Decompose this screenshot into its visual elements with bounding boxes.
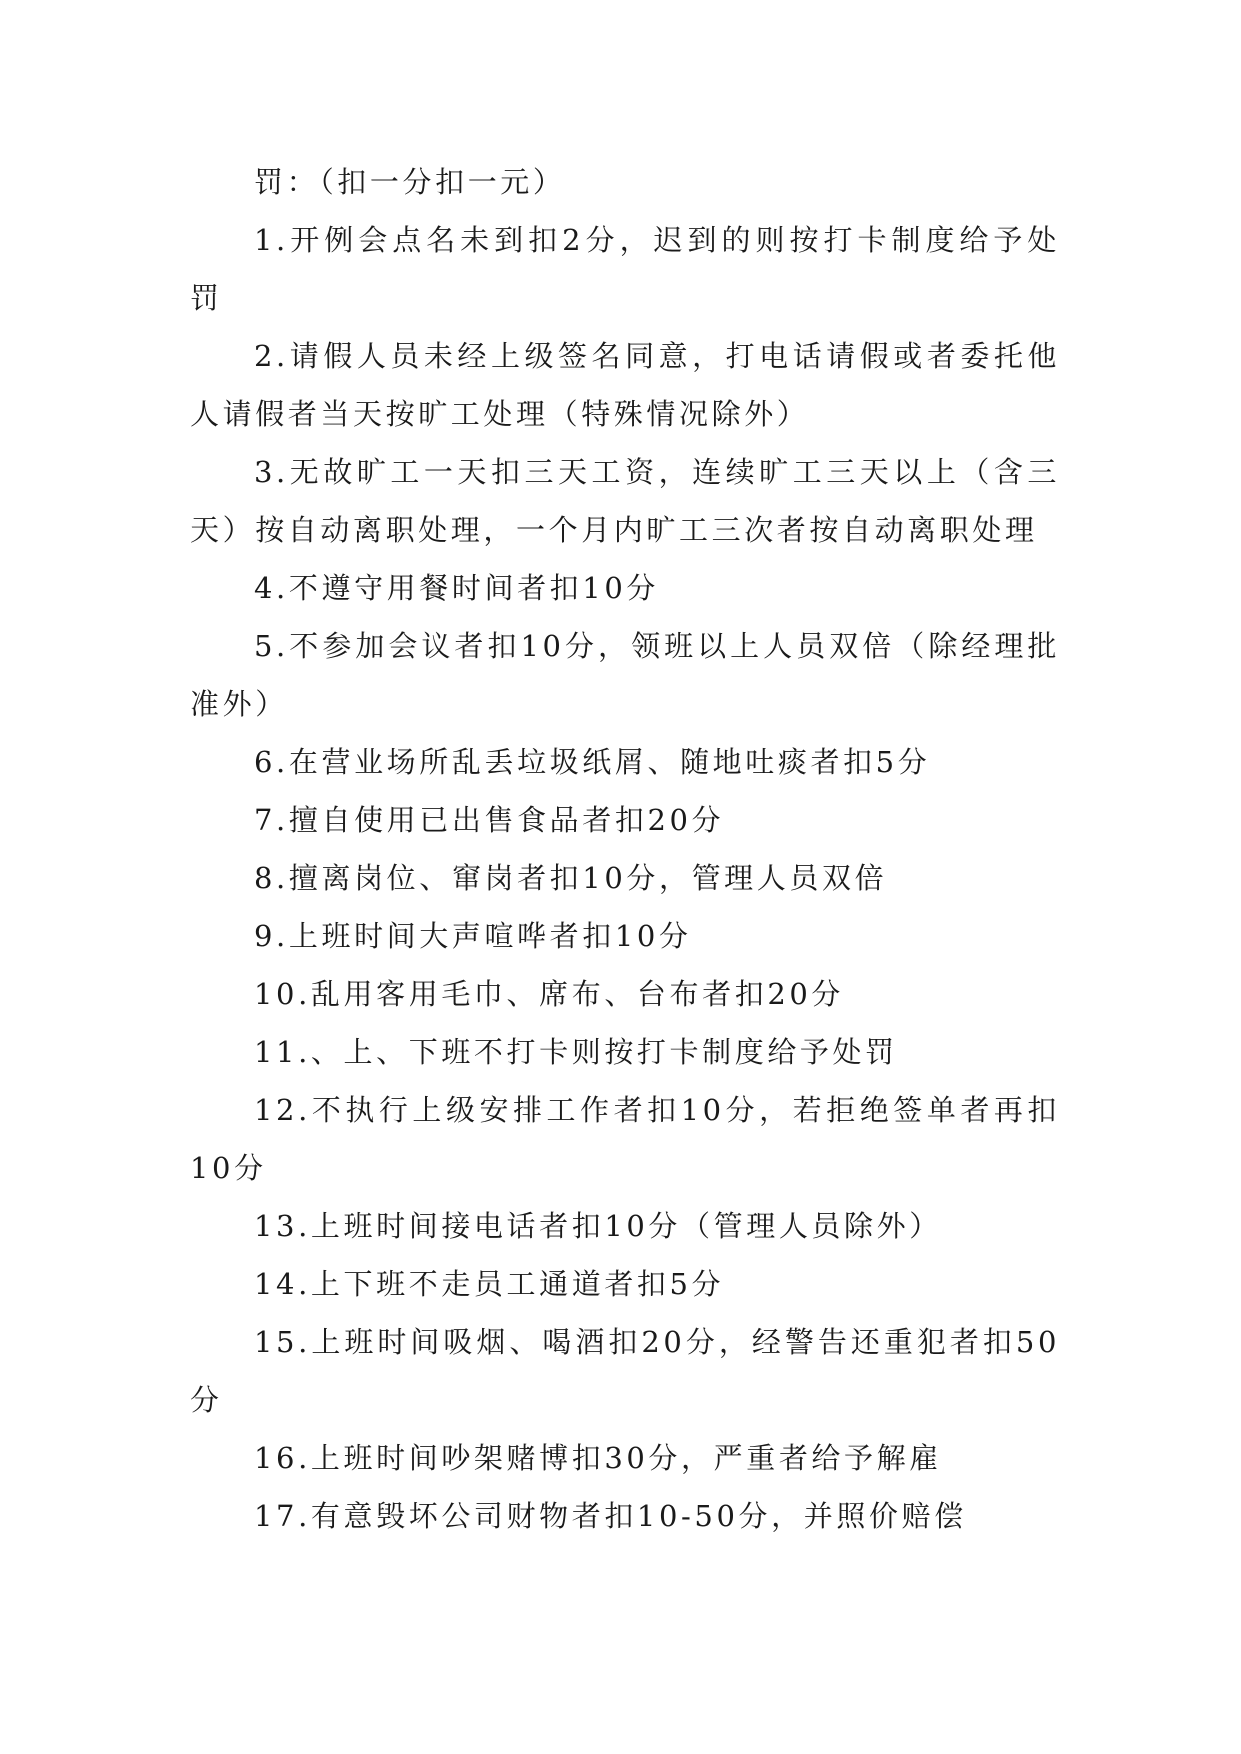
rule-item-11: 11.、上、下班不打卡则按打卡制度给予处罚 (254, 1035, 898, 1069)
rule-item-9: 9.上班时间大声喧哗者扣10分 (254, 919, 692, 953)
rule-item-5: 5.不参加会议者扣10分，领班以上人员双倍（除经理批准外） (190, 629, 1060, 721)
rule-item-7: 7.擅自使用已出售食品者扣20分 (254, 803, 725, 837)
section-heading: 罚：（扣一分扣一元） (254, 165, 566, 199)
rule-item-2: 2.请假人员未经上级签名同意，打电话请假或者委托他人请假者当天按旷工处理（特殊情况除外） (190, 339, 1060, 431)
rule-item-15: 15.上班时间吸烟、喝酒扣20分，经警告还重犯者扣50分 (190, 1325, 1060, 1417)
rule-item-13: 13.上班时间接电话者扣10分（管理人员除外） (254, 1209, 942, 1243)
rule-item-14: 14.上下班不走员工通道者扣5分 (254, 1267, 725, 1301)
rule-item-12: 12.不执行上级安排工作者扣10分，若拒绝签单者再扣10分 (190, 1093, 1060, 1185)
rule-item-10: 10.乱用客用毛巾、席布、台布者扣20分 (254, 977, 845, 1011)
rule-item-1: 1.开例会点名未到扣2分，迟到的则按打卡制度给予处罚 (190, 223, 1060, 315)
rule-item-17: 17.有意毁坏公司财物者扣10-50分，并照价赔偿 (254, 1499, 967, 1533)
document-body (190, 153, 1060, 1545)
rule-item-4: 4.不遵守用餐时间者扣10分 (254, 571, 659, 605)
rule-item-6: 6.在营业场所乱丢垃圾纸屑、随地吐痰者扣5分 (254, 745, 931, 779)
rule-item-3: 3.无故旷工一天扣三天工资，连续旷工三天以上（含三天）按自动离职处理，一个月内旷工三次者按自动离职处理 (190, 455, 1060, 547)
rule-item-16: 16.上班时间吵架赌博扣30分，严重者给予解雇 (254, 1441, 942, 1475)
rule-item-8: 8.擅离岗位、窜岗者扣10分，管理人员双倍 (254, 861, 888, 895)
